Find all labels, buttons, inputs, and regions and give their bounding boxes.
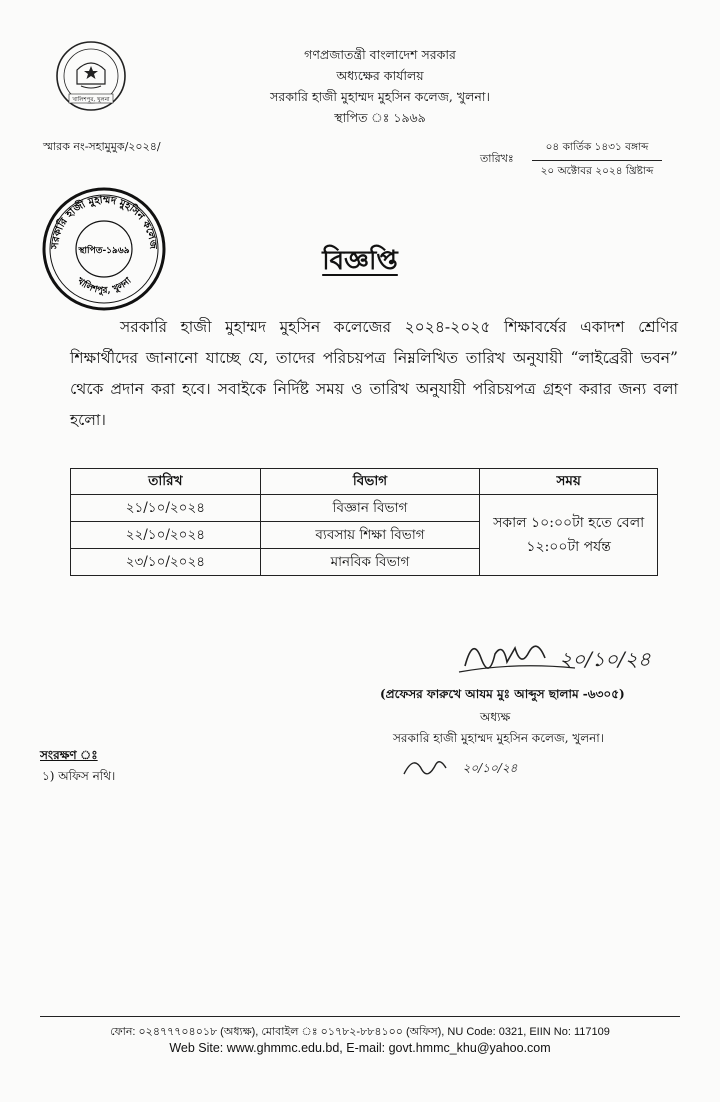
initials-signature-icon — [400, 750, 530, 784]
table-header-row — [71, 469, 658, 495]
row-date: ২২/১০/২০২৪ — [71, 522, 261, 549]
date-label: তারিখঃ — [480, 152, 514, 165]
footer-contacts: ফোন: ০২৪৭৭৭০৪০১৮ (অধ্যক্ষ), মোবাইল ঃ ০১৭৮২-৮৮৪১০০ (অফিস), NU Code: 0321, EIIN No: 117109 — [110, 1026, 610, 1038]
seal-name: সরকারি হাজী মুহাম্মদ মুহসিন কলেজ — [49, 194, 159, 250]
college-logo-icon — [55, 40, 127, 112]
header-time: সময় — [480, 469, 658, 495]
initials-date: ২০/১০/২৪ — [462, 761, 518, 775]
seal-established: স্থাপিত-১৯৬৯ — [78, 246, 130, 256]
row-date: ২১/১০/২০২৪ — [71, 495, 261, 522]
signatory-college: সরকারি হাজী মুহাম্মদ মুহসিন কলেজ, খুলনা। — [393, 731, 605, 745]
seal-place: খালিশপুর, খুলনা — [74, 276, 134, 297]
record-item: ১) অফিস নথি। — [42, 769, 116, 783]
header-established: স্থাপিত ঃ ১৯৬৯ — [334, 110, 426, 125]
header-date: তারিখ — [71, 469, 261, 495]
record-label: সংরক্ষণ ঃ — [40, 748, 98, 762]
letterhead — [200, 44, 560, 128]
footer-divider — [40, 1016, 680, 1017]
date-block — [532, 140, 662, 181]
header-government: গণপ্রজাতন্ত্রী বাংলাদেশ সরকার — [304, 47, 456, 62]
row-date: ২৩/১০/২০২৪ — [71, 549, 261, 576]
row-department: বিজ্ঞান বিভাগ — [260, 495, 480, 522]
row-department: ব্যবসায় শিক্ষা বিভাগ — [260, 522, 480, 549]
row-time — [480, 495, 658, 576]
notice-body: সরকারি হাজী মুহাম্মদ মুহসিন কলেজের ২০২৪-২০২৫ শিক্ষাবর্ষের একাদশ শ্রেণির শিক্ষার্থীদের জানানো যাচ্ছে যে, তাদের পরিচয়পত্র নিম্নলিখিত তারিখ অনুযায়ী “লাইব্রেরী ভবন” থেকে প্রদান করা হবে। সবাইকে নির্দিষ্ট সময় ও তারিখ অনুযায়ী পরিচয়পত্র গ্রহণ করার জন্য বলা হলো। — [70, 318, 678, 429]
time-line-2: ১২:০০টা পর্যন্ত — [526, 539, 611, 555]
notice-title — [0, 240, 720, 284]
logo-caption: খালিশপুর, খুলনা — [72, 97, 110, 103]
header-office: অধ্যক্ষের কার্যালয় — [336, 68, 424, 83]
row-department: মানবিক বিভাগ — [260, 549, 480, 576]
notice-title-text: বিজ্ঞপ্তি — [322, 246, 398, 276]
date-gregorian: ২০ অক্টোবর ২০২৪ খ্রিষ্টাব্দ — [540, 165, 654, 177]
schedule-table — [70, 468, 658, 576]
handwritten-signature-icon — [455, 628, 685, 684]
header-college: সরকারি হাজী মুহাম্মদ মুহসিন কলেজ, খুলনা। — [270, 89, 490, 104]
date-bengali: ০৪ কার্তিক ১৪৩১ বঙ্গাব্দ — [532, 140, 662, 161]
signatory-name: (প্রফেসর ফারুখে আযম মুঃ আব্দুস ছালাম -৬৩০৫) — [380, 687, 625, 701]
time-line-1: সকাল ১০:০০টা হতে বেলা — [493, 515, 645, 531]
table-row — [71, 495, 658, 522]
signatory-role: অধ্যক্ষ — [480, 710, 511, 724]
footer-web: Web Site: www.ghmmc.edu.bd, E-mail: govt.hmmc_khu@yahoo.com — [169, 1041, 551, 1055]
memo-number: স্মারক নং-সহামুমুক/২০২৪/ — [43, 140, 161, 153]
header-department: বিভাগ — [260, 469, 480, 495]
signature-date: ২০/১০/২৪ — [559, 647, 651, 671]
